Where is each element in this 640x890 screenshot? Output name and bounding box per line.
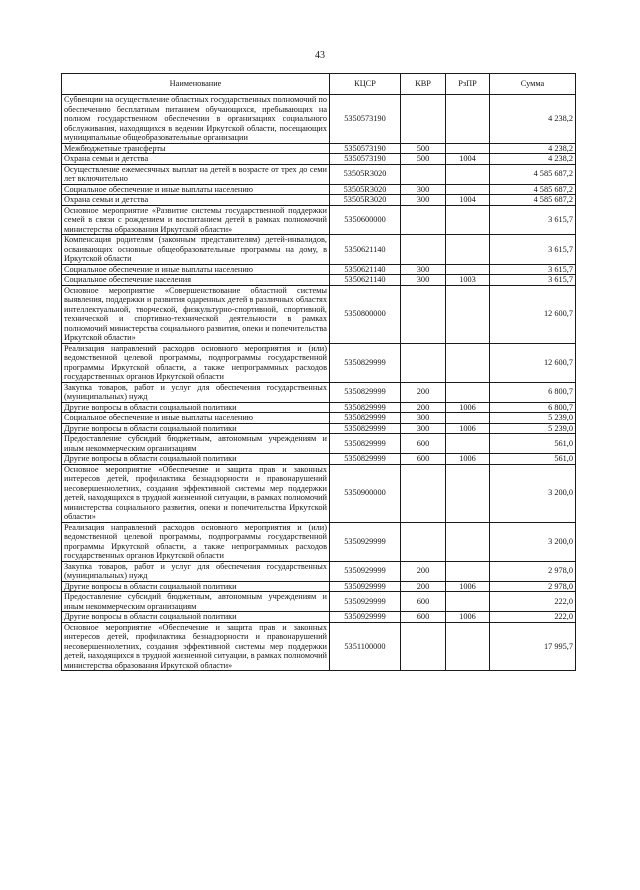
- row-code: 5350829999: [330, 413, 401, 424]
- table-row: [62, 154, 576, 165]
- table-row: [62, 275, 576, 286]
- row-rzpr: [446, 164, 490, 184]
- row-rzpr: [446, 622, 490, 671]
- row-kvr: [401, 164, 446, 184]
- row-sum: 4 585 687,2: [490, 195, 576, 206]
- row-code: 5350573190: [330, 154, 401, 165]
- row-rzpr: [446, 522, 490, 561]
- row-kvr: 200: [401, 402, 446, 413]
- header-name: Наименование: [62, 74, 330, 95]
- row-rzpr: 1006: [446, 581, 490, 592]
- row-sum: 3 615,7: [490, 275, 576, 286]
- row-sum: 5 239,0: [490, 423, 576, 434]
- row-kvr: 200: [401, 382, 446, 402]
- row-name: Охрана семьи и детства: [62, 195, 330, 206]
- row-rzpr: [446, 95, 490, 144]
- row-sum: 3 200,0: [490, 464, 576, 522]
- row-kvr: 600: [401, 454, 446, 465]
- row-code: 5350573190: [330, 143, 401, 154]
- row-rzpr: [446, 285, 490, 343]
- row-sum: 3 615,7: [490, 205, 576, 235]
- row-name: Основное мероприятие «Обеспечение и защита прав и законных интересов детей, профилактика безнадзорности и правонарушений несовершеннолетних, создания эффективной системы мер поддержки детей, находящихся в трудной жизненной ситуации, в рамках полномочий министерства образования Иркутской области»: [62, 622, 330, 671]
- row-name: Основное мероприятие «Совершенствование областной системы выявления, поддержки и развития одаренных детей в различных областях интеллектуальной, творческой, физкультурно-спортивной, спортивной, технической и спортивно-технической деятельности в рамках полномочий министерства социального развития, опеки и попечительства Иркутской области»: [62, 285, 330, 343]
- row-code: 5350829999: [330, 423, 401, 434]
- row-name: Другие вопросы в области социальной политики: [62, 581, 330, 592]
- row-kvr: [401, 622, 446, 671]
- row-rzpr: [446, 205, 490, 235]
- row-name: Основное мероприятие «Обеспечение и защита прав и законных интересов детей, профилактика безнадзорности и правонарушений несовершеннолетних, создания эффективной системы мер поддержки детей, находящихся в трудной жизненной ситуации, в рамках полномочий министерства социального развития, опеки и попечительства Иркутской области»: [62, 464, 330, 522]
- row-kvr: 300: [401, 264, 446, 275]
- row-code: 5350900000: [330, 464, 401, 522]
- row-code: 5350621140: [330, 275, 401, 286]
- table-row: [62, 592, 576, 612]
- row-code: 5350600000: [330, 205, 401, 235]
- row-name: Охрана семьи и детства: [62, 154, 330, 165]
- row-kvr: [401, 95, 446, 144]
- row-sum: 561,0: [490, 454, 576, 465]
- row-kvr: [401, 522, 446, 561]
- table-row: [62, 195, 576, 206]
- row-sum: 4 238,2: [490, 95, 576, 144]
- table-row: [62, 464, 576, 522]
- row-code: 5350929999: [330, 581, 401, 592]
- row-kvr: [401, 464, 446, 522]
- row-code: 5350929999: [330, 522, 401, 561]
- row-sum: 12 600,7: [490, 343, 576, 382]
- row-sum: 561,0: [490, 434, 576, 454]
- row-name: Реализация направлений расходов основного мероприятия и (или) ведомственной целевой программы, подпрограммы государственной программы Иркутской области, а также непрограммных расходов государственных органов Иркутской области: [62, 522, 330, 561]
- row-sum: 3 615,7: [490, 235, 576, 265]
- row-name: Другие вопросы в области социальной политики: [62, 402, 330, 413]
- row-rzpr: [446, 382, 490, 402]
- row-sum: 3 200,0: [490, 522, 576, 561]
- row-rzpr: [446, 343, 490, 382]
- row-name: Закупка товаров, работ и услуг для обеспечения государственных (муниципальных) нужд: [62, 561, 330, 581]
- header-kvr: КВР: [401, 74, 446, 95]
- row-code: 5350829999: [330, 402, 401, 413]
- row-code: 53505R3020: [330, 184, 401, 195]
- row-name: Основное мероприятие «Развитие системы государственной поддержки семей в связи с рождением и воспитанием детей в рамках полномочий министерства образования Иркутской области»: [62, 205, 330, 235]
- row-code: 5350573190: [330, 95, 401, 144]
- row-kvr: 600: [401, 592, 446, 612]
- row-code: 5350929999: [330, 612, 401, 623]
- table-row: [62, 454, 576, 465]
- row-code: 5350829999: [330, 454, 401, 465]
- row-kvr: 200: [401, 581, 446, 592]
- row-name: Другие вопросы в области социальной политики: [62, 612, 330, 623]
- row-sum: 2 978,0: [490, 581, 576, 592]
- row-code: 5350800000: [330, 285, 401, 343]
- table-row: [62, 343, 576, 382]
- row-rzpr: 1006: [446, 454, 490, 465]
- row-kvr: 300: [401, 275, 446, 286]
- row-name: Компенсация родителям (законным представителям) детей-инвалидов, осваивающих основные общеобразовательные программы на дому, в Иркутской области: [62, 235, 330, 265]
- table-row: [62, 285, 576, 343]
- row-code: 5350621140: [330, 264, 401, 275]
- header-sum: Сумма: [490, 74, 576, 95]
- table-row: [62, 402, 576, 413]
- row-rzpr: 1004: [446, 154, 490, 165]
- row-rzpr: 1003: [446, 275, 490, 286]
- row-sum: 222,0: [490, 612, 576, 623]
- row-sum: 3 615,7: [490, 264, 576, 275]
- row-kvr: 200: [401, 561, 446, 581]
- row-code: 5350829999: [330, 382, 401, 402]
- table-row: [62, 95, 576, 144]
- table-row: [62, 235, 576, 265]
- header-rzpr: РзПР: [446, 74, 490, 95]
- table-header: [62, 74, 576, 95]
- row-kvr: 500: [401, 154, 446, 165]
- table-row: [62, 164, 576, 184]
- table-row: [62, 264, 576, 275]
- table-row: [62, 423, 576, 434]
- row-rzpr: [446, 592, 490, 612]
- row-name: Социальное обеспечение и иные выплаты населению: [62, 413, 330, 424]
- row-name: Другие вопросы в области социальной политики: [62, 454, 330, 465]
- table-body: [62, 95, 576, 671]
- row-sum: 5 239,0: [490, 413, 576, 424]
- row-code: 5350929999: [330, 592, 401, 612]
- table-row: [62, 622, 576, 671]
- row-name: Предоставление субсидий бюджетным, автономным учреждениям и иным некоммерческим организациям: [62, 434, 330, 454]
- row-name: Реализация направлений расходов основного мероприятия и (или) ведомственной целевой программы, подпрограммы государственной программы Иркутской области, а также непрограммных расходов государственных органов Иркутской области: [62, 343, 330, 382]
- row-name: Осуществление ежемесячных выплат на детей в возрасте от трех до семи лет включительно: [62, 164, 330, 184]
- row-name: Социальное обеспечение населения: [62, 275, 330, 286]
- row-sum: 4 238,2: [490, 143, 576, 154]
- budget-table: [61, 73, 576, 671]
- row-rzpr: 1006: [446, 423, 490, 434]
- table-row: [62, 581, 576, 592]
- row-kvr: 600: [401, 612, 446, 623]
- row-name: Другие вопросы в области социальной политики: [62, 423, 330, 434]
- row-name: Социальное обеспечение и иные выплаты населению: [62, 264, 330, 275]
- row-sum: 222,0: [490, 592, 576, 612]
- row-code: 53505R3020: [330, 195, 401, 206]
- row-sum: 4 585 687,2: [490, 184, 576, 195]
- row-kvr: 300: [401, 195, 446, 206]
- table-row: [62, 143, 576, 154]
- row-kvr: 600: [401, 434, 446, 454]
- row-kvr: [401, 343, 446, 382]
- table-row: [62, 434, 576, 454]
- row-rzpr: [446, 235, 490, 265]
- row-name: Социальное обеспечение и иные выплаты населению: [62, 184, 330, 195]
- row-kvr: 300: [401, 413, 446, 424]
- row-sum: 17 995,7: [490, 622, 576, 671]
- row-rzpr: [446, 464, 490, 522]
- row-sum: 4 238,2: [490, 154, 576, 165]
- header-code: КЦСР: [330, 74, 401, 95]
- row-sum: 12 600,7: [490, 285, 576, 343]
- row-name: Межбюджетные трансферты: [62, 143, 330, 154]
- row-rzpr: [446, 143, 490, 154]
- row-sum: 2 978,0: [490, 561, 576, 581]
- table-row: [62, 382, 576, 402]
- row-kvr: 300: [401, 184, 446, 195]
- row-kvr: [401, 285, 446, 343]
- table-row: [62, 413, 576, 424]
- row-name: Предоставление субсидий бюджетным, автономным учреждениям и иным некоммерческим организациям: [62, 592, 330, 612]
- row-kvr: 300: [401, 423, 446, 434]
- row-rzpr: [446, 264, 490, 275]
- row-code: 5350929999: [330, 561, 401, 581]
- row-kvr: [401, 235, 446, 265]
- row-rzpr: [446, 413, 490, 424]
- row-rzpr: 1004: [446, 195, 490, 206]
- row-rzpr: [446, 561, 490, 581]
- row-code: 5350829999: [330, 434, 401, 454]
- table-row: [62, 561, 576, 581]
- table-row: [62, 612, 576, 623]
- row-code: 5350621140: [330, 235, 401, 265]
- row-rzpr: 1006: [446, 402, 490, 413]
- row-kvr: [401, 205, 446, 235]
- table-row: [62, 522, 576, 561]
- row-rzpr: [446, 434, 490, 454]
- row-rzpr: 1006: [446, 612, 490, 623]
- row-code: 5350829999: [330, 343, 401, 382]
- row-rzpr: [446, 184, 490, 195]
- row-code: 5351100000: [330, 622, 401, 671]
- header-row: [62, 74, 576, 95]
- row-sum: 4 585 687,2: [490, 164, 576, 184]
- row-name: Субвенции на осуществление областных государственных полномочий по обеспечению бесплатным питанием обучающихся, пребывающих на полном государственном обеспечении в организациях социального обслуживания, находящихся в ведении Иркутской области, посещающих муниципальные общеобразовательные организации: [62, 95, 330, 144]
- page-number: 43: [315, 50, 325, 61]
- row-kvr: 500: [401, 143, 446, 154]
- table-row: [62, 205, 576, 235]
- row-name: Закупка товаров, работ и услуг для обеспечения государственных (муниципальных) нужд: [62, 382, 330, 402]
- row-sum: 6 800,7: [490, 382, 576, 402]
- table-row: [62, 184, 576, 195]
- row-sum: 6 800,7: [490, 402, 576, 413]
- row-code: 53505R3020: [330, 164, 401, 184]
